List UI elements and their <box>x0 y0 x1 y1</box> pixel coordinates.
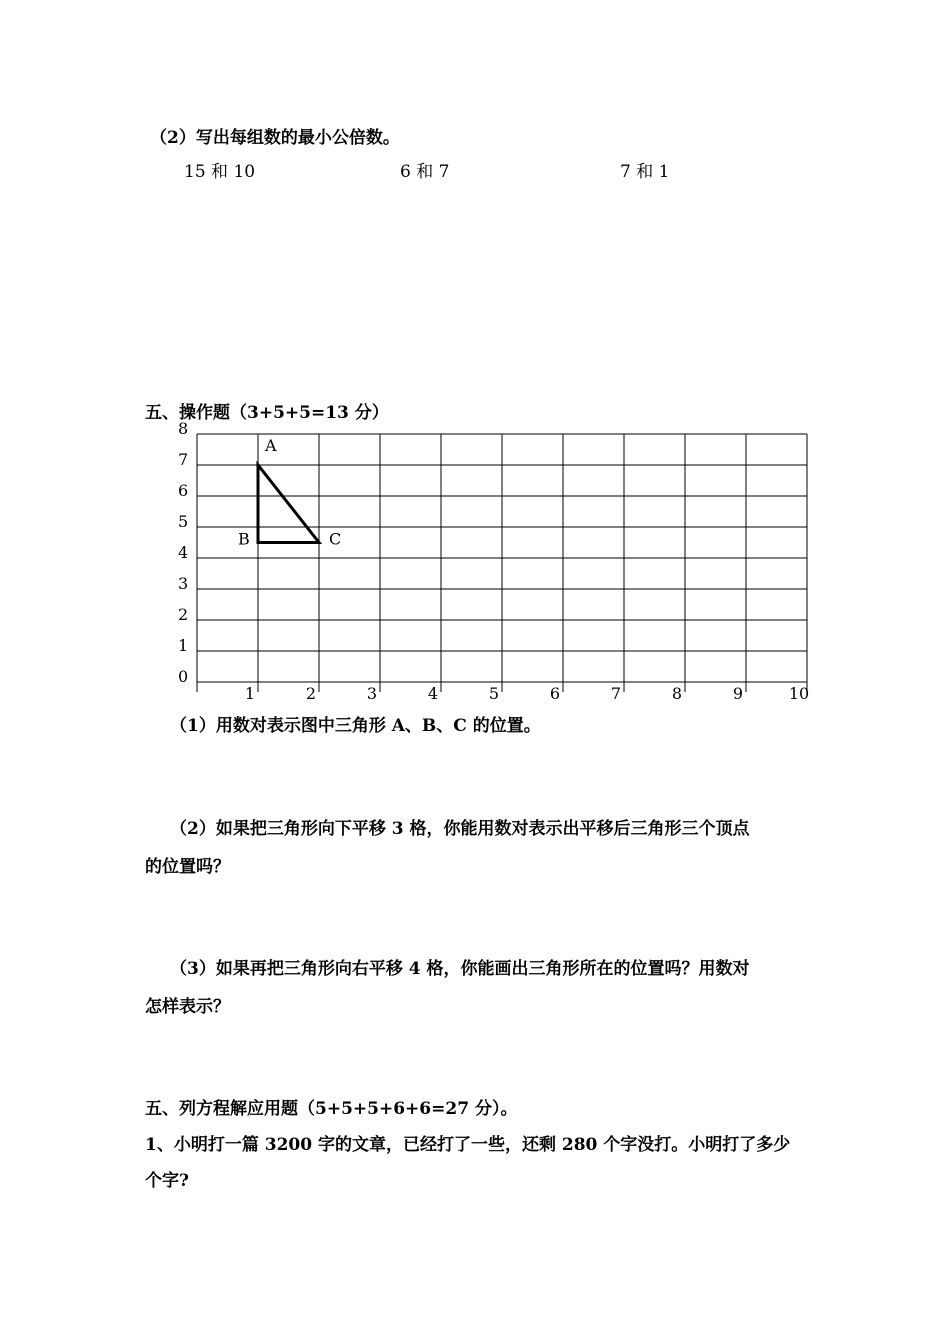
y-tick-label: 8 <box>178 419 189 438</box>
lcm-pair-2: 6 和 7 <box>400 162 450 182</box>
y-tick-label: 4 <box>178 543 189 562</box>
x-tick-label: 9 <box>732 684 744 703</box>
x-tick-label: 8 <box>671 684 683 703</box>
x-tick-label: 3 <box>366 684 378 703</box>
y-tick-label: 0 <box>178 667 189 686</box>
lcm-question: （2）写出每组数的最小公倍数。 <box>150 128 400 148</box>
vertex-label-a: A <box>265 436 277 455</box>
lcm-pair-1: 15 和 10 <box>184 162 256 182</box>
vertex-label-c: C <box>329 529 342 549</box>
equations-p1-line1: 1、小明打一篇 3200 字的文章，已经打了一些，还剩 280 个字没打。小明打了多少 <box>145 1135 791 1155</box>
vertex-label-b: B <box>238 529 250 549</box>
y-tick-label: 1 <box>178 636 189 655</box>
x-tick-label: 7 <box>610 684 622 703</box>
operation-q3-line2: 怎样表示？ <box>145 997 230 1017</box>
x-tick-label: 5 <box>488 684 500 703</box>
y-tick-label: 3 <box>178 574 189 593</box>
operation-heading: 五、操作题（3+5+5=13 分） <box>145 403 389 423</box>
y-tick-label: 5 <box>178 512 189 531</box>
equations-heading: 五、列方程解应用题（5+5+5+6+6=27 分）。 <box>145 1099 518 1119</box>
y-tick-label: 2 <box>178 605 189 624</box>
x-tick-label: 2 <box>305 684 317 703</box>
operation-q3-line1: （3）如果再把三角形向右平移 4 格，你能画出三角形所在的位置吗？用数对 <box>170 959 750 979</box>
operation-q1: （1）用数对表示图中三角形 A、B、C 的位置。 <box>170 716 541 736</box>
y-tick-label: 7 <box>178 450 189 469</box>
x-tick-label: 10 <box>788 684 810 703</box>
equations-p1-line2: 个字? <box>145 1171 189 1191</box>
x-tick-label: 6 <box>549 684 561 703</box>
operation-q2-line2: 的位置吗？ <box>145 857 230 877</box>
operation-q2-line1: （2）如果把三角形向下平移 3 格，你能用数对表示出平移后三角形三个顶点 <box>170 819 750 839</box>
lcm-pair-3: 7 和 1 <box>620 162 670 182</box>
y-tick-label: 6 <box>178 481 189 500</box>
x-tick-label: 4 <box>427 684 439 703</box>
triangle-abc <box>258 465 319 543</box>
x-tick-label: 1 <box>244 684 256 703</box>
